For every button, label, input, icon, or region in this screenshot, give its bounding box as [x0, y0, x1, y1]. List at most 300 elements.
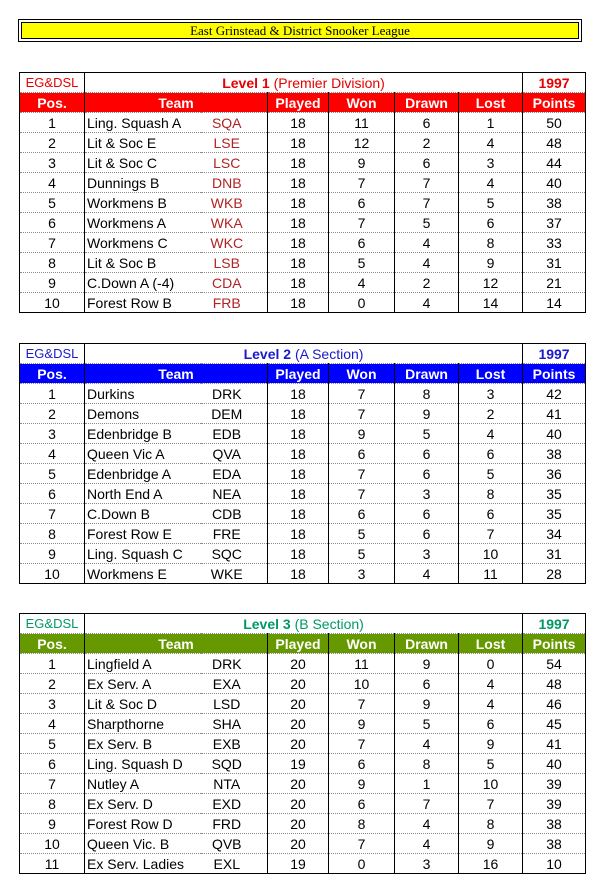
code-cell: LSB [201, 253, 268, 273]
won-cell: 5 [329, 253, 395, 273]
pos-cell: 9 [20, 544, 85, 564]
points-cell: 37 [523, 213, 586, 233]
lost-cell: 8 [459, 484, 523, 504]
played-cell: 20 [268, 694, 329, 714]
team-cell: Nutley A [85, 774, 201, 794]
table-row [20, 213, 586, 233]
played-cell: 20 [268, 734, 329, 754]
team-cell: Lit & Soc D [85, 694, 201, 714]
points-cell: 45 [523, 714, 586, 734]
points-cell: 42 [523, 384, 586, 404]
code-cell: LSE [201, 133, 268, 153]
team-cell: Workmens B [85, 193, 201, 213]
played-cell: 20 [268, 834, 329, 854]
pos-cell: 8 [20, 253, 85, 273]
drawn-cell: 8 [395, 384, 459, 404]
points-cell: 40 [523, 424, 586, 444]
team-cell: Ex Serv. B [85, 734, 201, 754]
table-row [20, 834, 586, 854]
points-cell: 21 [523, 273, 586, 293]
played-cell: 18 [268, 524, 329, 544]
level-name: Level 3 [243, 615, 291, 632]
column-header-drawn: Drawn [395, 634, 459, 654]
table-row [20, 173, 586, 193]
drawn-cell: 5 [395, 714, 459, 734]
pos-cell: 3 [20, 424, 85, 444]
table-row [20, 654, 586, 674]
code-cell: SQD [201, 754, 268, 774]
pos-cell: 9 [20, 814, 85, 834]
lost-cell: 5 [459, 464, 523, 484]
division-name: (Premier Division) [273, 74, 385, 91]
drawn-cell: 7 [395, 193, 459, 213]
drawn-cell: 4 [395, 564, 459, 584]
drawn-cell: 1 [395, 774, 459, 794]
lost-cell: 8 [459, 233, 523, 253]
column-header-won: Won [329, 93, 395, 113]
column-header-pos: Pos. [20, 634, 85, 654]
column-header-pos: Pos. [20, 364, 85, 384]
team-cell: C.Down B [85, 504, 201, 524]
column-header-row [20, 93, 586, 113]
pos-cell: 6 [20, 754, 85, 774]
team-cell: Workmens C [85, 233, 201, 253]
pos-cell: 7 [20, 774, 85, 794]
division-name: (A Section) [294, 345, 364, 362]
points-cell: 38 [523, 814, 586, 834]
code-cell: CDA [201, 273, 268, 293]
table-row [20, 734, 586, 754]
team-cell: Lit & Soc B [85, 253, 201, 273]
team-cell: Ling. Squash A [85, 113, 201, 133]
won-cell: 7 [329, 694, 395, 714]
drawn-cell: 7 [395, 794, 459, 814]
won-cell: 6 [329, 444, 395, 464]
pos-cell: 9 [20, 273, 85, 293]
code-cell: DEM [201, 404, 268, 424]
team-cell: Lingfield A [85, 654, 201, 674]
code-cell: SQA [201, 113, 268, 133]
team-cell: Ling. Squash D [85, 754, 201, 774]
drawn-cell: 4 [395, 814, 459, 834]
team-cell: Ex Serv. A [85, 674, 201, 694]
played-cell: 18 [268, 253, 329, 273]
team-cell: Queen Vic A [85, 444, 201, 464]
team-cell: Edenbridge A [85, 464, 201, 484]
code-cell: CDB [201, 504, 268, 524]
won-cell: 7 [329, 464, 395, 484]
lost-cell: 4 [459, 173, 523, 193]
points-cell: 33 [523, 233, 586, 253]
table-row [20, 153, 586, 173]
table-row [20, 504, 586, 524]
points-cell: 39 [523, 794, 586, 814]
points-cell: 50 [523, 113, 586, 133]
code-cell: SQC [201, 544, 268, 564]
played-cell: 18 [268, 384, 329, 404]
table-row [20, 694, 586, 714]
team-cell: Workmens A [85, 213, 201, 233]
table-title-row [20, 344, 586, 364]
played-cell: 18 [268, 484, 329, 504]
won-cell: 0 [329, 854, 395, 874]
lost-cell: 9 [459, 834, 523, 854]
won-cell: 5 [329, 544, 395, 564]
pos-cell: 3 [20, 153, 85, 173]
pos-cell: 10 [20, 834, 85, 854]
lost-cell: 14 [459, 293, 523, 313]
lost-cell: 8 [459, 814, 523, 834]
pos-cell: 4 [20, 173, 85, 193]
points-cell: 14 [523, 293, 586, 313]
column-header-won: Won [329, 364, 395, 384]
drawn-cell: 4 [395, 293, 459, 313]
team-cell: Demons [85, 404, 201, 424]
won-cell: 7 [329, 734, 395, 754]
drawn-cell: 6 [395, 674, 459, 694]
division-name: (B Section) [294, 615, 364, 632]
league-abbrev: EG&DSL [20, 344, 85, 364]
lost-cell: 5 [459, 754, 523, 774]
pos-cell: 7 [20, 504, 85, 524]
lost-cell: 12 [459, 273, 523, 293]
code-cell: EXA [201, 674, 268, 694]
column-header-team: Team [85, 634, 268, 654]
points-cell: 40 [523, 173, 586, 193]
table-row [20, 273, 586, 293]
lost-cell: 3 [459, 384, 523, 404]
code-cell: EXD [201, 794, 268, 814]
lost-cell: 10 [459, 774, 523, 794]
code-cell: DRK [201, 654, 268, 674]
points-cell: 39 [523, 774, 586, 794]
won-cell: 6 [329, 193, 395, 213]
team-cell: Ex Serv. D [85, 794, 201, 814]
points-cell: 31 [523, 544, 586, 564]
lost-cell: 11 [459, 564, 523, 584]
won-cell: 7 [329, 404, 395, 424]
drawn-cell: 2 [395, 133, 459, 153]
won-cell: 11 [329, 654, 395, 674]
code-cell: NEA [201, 484, 268, 504]
lost-cell: 7 [459, 794, 523, 814]
code-cell: QVB [201, 834, 268, 854]
lost-cell: 9 [459, 253, 523, 273]
column-header-played: Played [268, 93, 329, 113]
played-cell: 20 [268, 794, 329, 814]
pos-cell: 11 [20, 854, 85, 874]
drawn-cell: 4 [395, 253, 459, 273]
won-cell: 6 [329, 794, 395, 814]
code-cell: FRE [201, 524, 268, 544]
points-cell: 41 [523, 404, 586, 424]
played-cell: 18 [268, 444, 329, 464]
code-cell: SHA [201, 714, 268, 734]
lost-cell: 7 [459, 524, 523, 544]
pos-cell: 8 [20, 794, 85, 814]
team-cell: Lit & Soc C [85, 153, 201, 173]
pos-cell: 1 [20, 113, 85, 133]
drawn-cell: 6 [395, 524, 459, 544]
won-cell: 7 [329, 384, 395, 404]
lost-cell: 9 [459, 734, 523, 754]
played-cell: 20 [268, 654, 329, 674]
code-cell: WKC [201, 233, 268, 253]
points-cell: 31 [523, 253, 586, 273]
table-row [20, 464, 586, 484]
table-row [20, 754, 586, 774]
column-header-lost: Lost [459, 634, 523, 654]
points-cell: 34 [523, 524, 586, 544]
played-cell: 18 [268, 424, 329, 444]
pos-cell: 1 [20, 654, 85, 674]
played-cell: 20 [268, 774, 329, 794]
team-cell: Edenbridge B [85, 424, 201, 444]
code-cell: LSC [201, 153, 268, 173]
column-header-points: Points [523, 364, 586, 384]
column-header-lost: Lost [459, 364, 523, 384]
table-row [20, 404, 586, 424]
won-cell: 7 [329, 834, 395, 854]
drawn-cell: 8 [395, 754, 459, 774]
drawn-cell: 6 [395, 153, 459, 173]
team-cell: Durkins [85, 384, 201, 404]
lost-cell: 6 [459, 213, 523, 233]
table-row [20, 293, 586, 313]
column-header-played: Played [268, 364, 329, 384]
table-row [20, 714, 586, 734]
won-cell: 12 [329, 133, 395, 153]
won-cell: 7 [329, 484, 395, 504]
pos-cell: 5 [20, 193, 85, 213]
team-cell: Dunnings B [85, 173, 201, 193]
season-year: 1997 [523, 73, 586, 93]
drawn-cell: 7 [395, 173, 459, 193]
points-cell: 28 [523, 564, 586, 584]
pos-cell: 10 [20, 293, 85, 313]
team-cell: North End A [85, 484, 201, 504]
points-cell: 48 [523, 674, 586, 694]
league-abbrev: EG&DSL [20, 73, 85, 93]
team-cell: C.Down A (-4) [85, 273, 201, 293]
table-row [20, 794, 586, 814]
column-header-pos: Pos. [20, 93, 85, 113]
table-row [20, 113, 586, 133]
level-name: Level 2 [243, 345, 292, 362]
won-cell: 7 [329, 213, 395, 233]
code-cell: WKB [201, 193, 268, 213]
pos-cell: 5 [20, 734, 85, 754]
drawn-cell: 5 [395, 424, 459, 444]
won-cell: 6 [329, 233, 395, 253]
pos-cell: 6 [20, 213, 85, 233]
table-row [20, 544, 586, 564]
won-cell: 6 [329, 754, 395, 774]
code-cell: EXL [201, 854, 268, 874]
code-cell: DRK [201, 384, 268, 404]
points-cell: 38 [523, 193, 586, 213]
played-cell: 18 [268, 464, 329, 484]
played-cell: 18 [268, 504, 329, 524]
pos-cell: 7 [20, 233, 85, 253]
played-cell: 18 [268, 193, 329, 213]
lost-cell: 6 [459, 504, 523, 524]
drawn-cell: 9 [395, 654, 459, 674]
played-cell: 19 [268, 754, 329, 774]
played-cell: 18 [268, 404, 329, 424]
lost-cell: 0 [459, 654, 523, 674]
league-banner [18, 19, 582, 42]
level-heading [85, 344, 523, 364]
points-cell: 38 [523, 834, 586, 854]
table-row [20, 524, 586, 544]
won-cell: 8 [329, 814, 395, 834]
league-title: East Grinstead & District Snooker League [21, 22, 579, 39]
played-cell: 18 [268, 213, 329, 233]
team-cell: Ling. Squash C [85, 544, 201, 564]
code-cell: EDB [201, 424, 268, 444]
column-header-played: Played [268, 634, 329, 654]
table-row [20, 253, 586, 273]
league-table-level-1 [19, 72, 586, 313]
lost-cell: 16 [459, 854, 523, 874]
column-header-team: Team [85, 93, 268, 113]
pos-cell: 3 [20, 694, 85, 714]
column-header-won: Won [329, 634, 395, 654]
pos-cell: 2 [20, 133, 85, 153]
lost-cell: 5 [459, 193, 523, 213]
points-cell: 48 [523, 133, 586, 153]
won-cell: 3 [329, 564, 395, 584]
lost-cell: 2 [459, 404, 523, 424]
team-cell: Workmens E [85, 564, 201, 584]
played-cell: 18 [268, 233, 329, 253]
drawn-cell: 2 [395, 273, 459, 293]
team-cell: Forest Row E [85, 524, 201, 544]
column-header-drawn: Drawn [395, 364, 459, 384]
lost-cell: 4 [459, 424, 523, 444]
drawn-cell: 6 [395, 113, 459, 133]
points-cell: 46 [523, 694, 586, 714]
points-cell: 40 [523, 754, 586, 774]
column-header-team: Team [85, 364, 268, 384]
pos-cell: 8 [20, 524, 85, 544]
points-cell: 44 [523, 153, 586, 173]
drawn-cell: 6 [395, 504, 459, 524]
played-cell: 18 [268, 153, 329, 173]
drawn-cell: 3 [395, 484, 459, 504]
lost-cell: 1 [459, 113, 523, 133]
code-cell: WKE [201, 564, 268, 584]
won-cell: 9 [329, 774, 395, 794]
code-cell: NTA [201, 774, 268, 794]
won-cell: 9 [329, 714, 395, 734]
drawn-cell: 4 [395, 734, 459, 754]
points-cell: 10 [523, 854, 586, 874]
pos-cell: 6 [20, 484, 85, 504]
team-cell: Ex Serv. Ladies [85, 854, 201, 874]
played-cell: 20 [268, 674, 329, 694]
won-cell: 7 [329, 173, 395, 193]
won-cell: 5 [329, 524, 395, 544]
drawn-cell: 3 [395, 544, 459, 564]
pos-cell: 2 [20, 674, 85, 694]
table-row [20, 133, 586, 153]
table-row [20, 484, 586, 504]
drawn-cell: 4 [395, 233, 459, 253]
drawn-cell: 9 [395, 694, 459, 714]
won-cell: 4 [329, 273, 395, 293]
lost-cell: 6 [459, 714, 523, 734]
table-row [20, 424, 586, 444]
lost-cell: 3 [459, 153, 523, 173]
table-title-row [20, 73, 586, 93]
team-cell: Forest Row D [85, 814, 201, 834]
table-title-row [20, 614, 586, 634]
table-row [20, 854, 586, 874]
level-heading [85, 73, 523, 93]
code-cell: FRD [201, 814, 268, 834]
drawn-cell: 3 [395, 854, 459, 874]
league-table-level-2 [19, 343, 586, 584]
drawn-cell: 5 [395, 213, 459, 233]
won-cell: 0 [329, 293, 395, 313]
table-row [20, 193, 586, 213]
table-row [20, 564, 586, 584]
points-cell: 38 [523, 444, 586, 464]
code-cell: EXB [201, 734, 268, 754]
pos-cell: 4 [20, 444, 85, 464]
team-cell: Forest Row B [85, 293, 201, 313]
played-cell: 18 [268, 133, 329, 153]
drawn-cell: 6 [395, 464, 459, 484]
code-cell: QVA [201, 444, 268, 464]
drawn-cell: 9 [395, 404, 459, 424]
won-cell: 10 [329, 674, 395, 694]
team-cell: Sharpthorne [85, 714, 201, 734]
pos-cell: 2 [20, 404, 85, 424]
season-year: 1997 [523, 344, 586, 364]
team-cell: Queen Vic. B [85, 834, 201, 854]
played-cell: 18 [268, 544, 329, 564]
column-header-drawn: Drawn [395, 93, 459, 113]
code-cell: DNB [201, 173, 268, 193]
table-row [20, 444, 586, 464]
league-abbrev: EG&DSL [20, 614, 85, 634]
points-cell: 36 [523, 464, 586, 484]
won-cell: 9 [329, 153, 395, 173]
team-cell: Lit & Soc E [85, 133, 201, 153]
column-header-lost: Lost [459, 93, 523, 113]
points-cell: 41 [523, 734, 586, 754]
points-cell: 35 [523, 484, 586, 504]
won-cell: 9 [329, 424, 395, 444]
lost-cell: 4 [459, 694, 523, 714]
drawn-cell: 6 [395, 444, 459, 464]
played-cell: 20 [268, 714, 329, 734]
column-header-points: Points [523, 93, 586, 113]
pos-cell: 5 [20, 464, 85, 484]
code-cell: FRB [201, 293, 268, 313]
level-name: Level 1 [222, 74, 270, 91]
lost-cell: 6 [459, 444, 523, 464]
played-cell: 18 [268, 273, 329, 293]
lost-cell: 10 [459, 544, 523, 564]
code-cell: LSD [201, 694, 268, 714]
column-header-points: Points [523, 634, 586, 654]
column-header-row [20, 364, 586, 384]
table-row [20, 814, 586, 834]
